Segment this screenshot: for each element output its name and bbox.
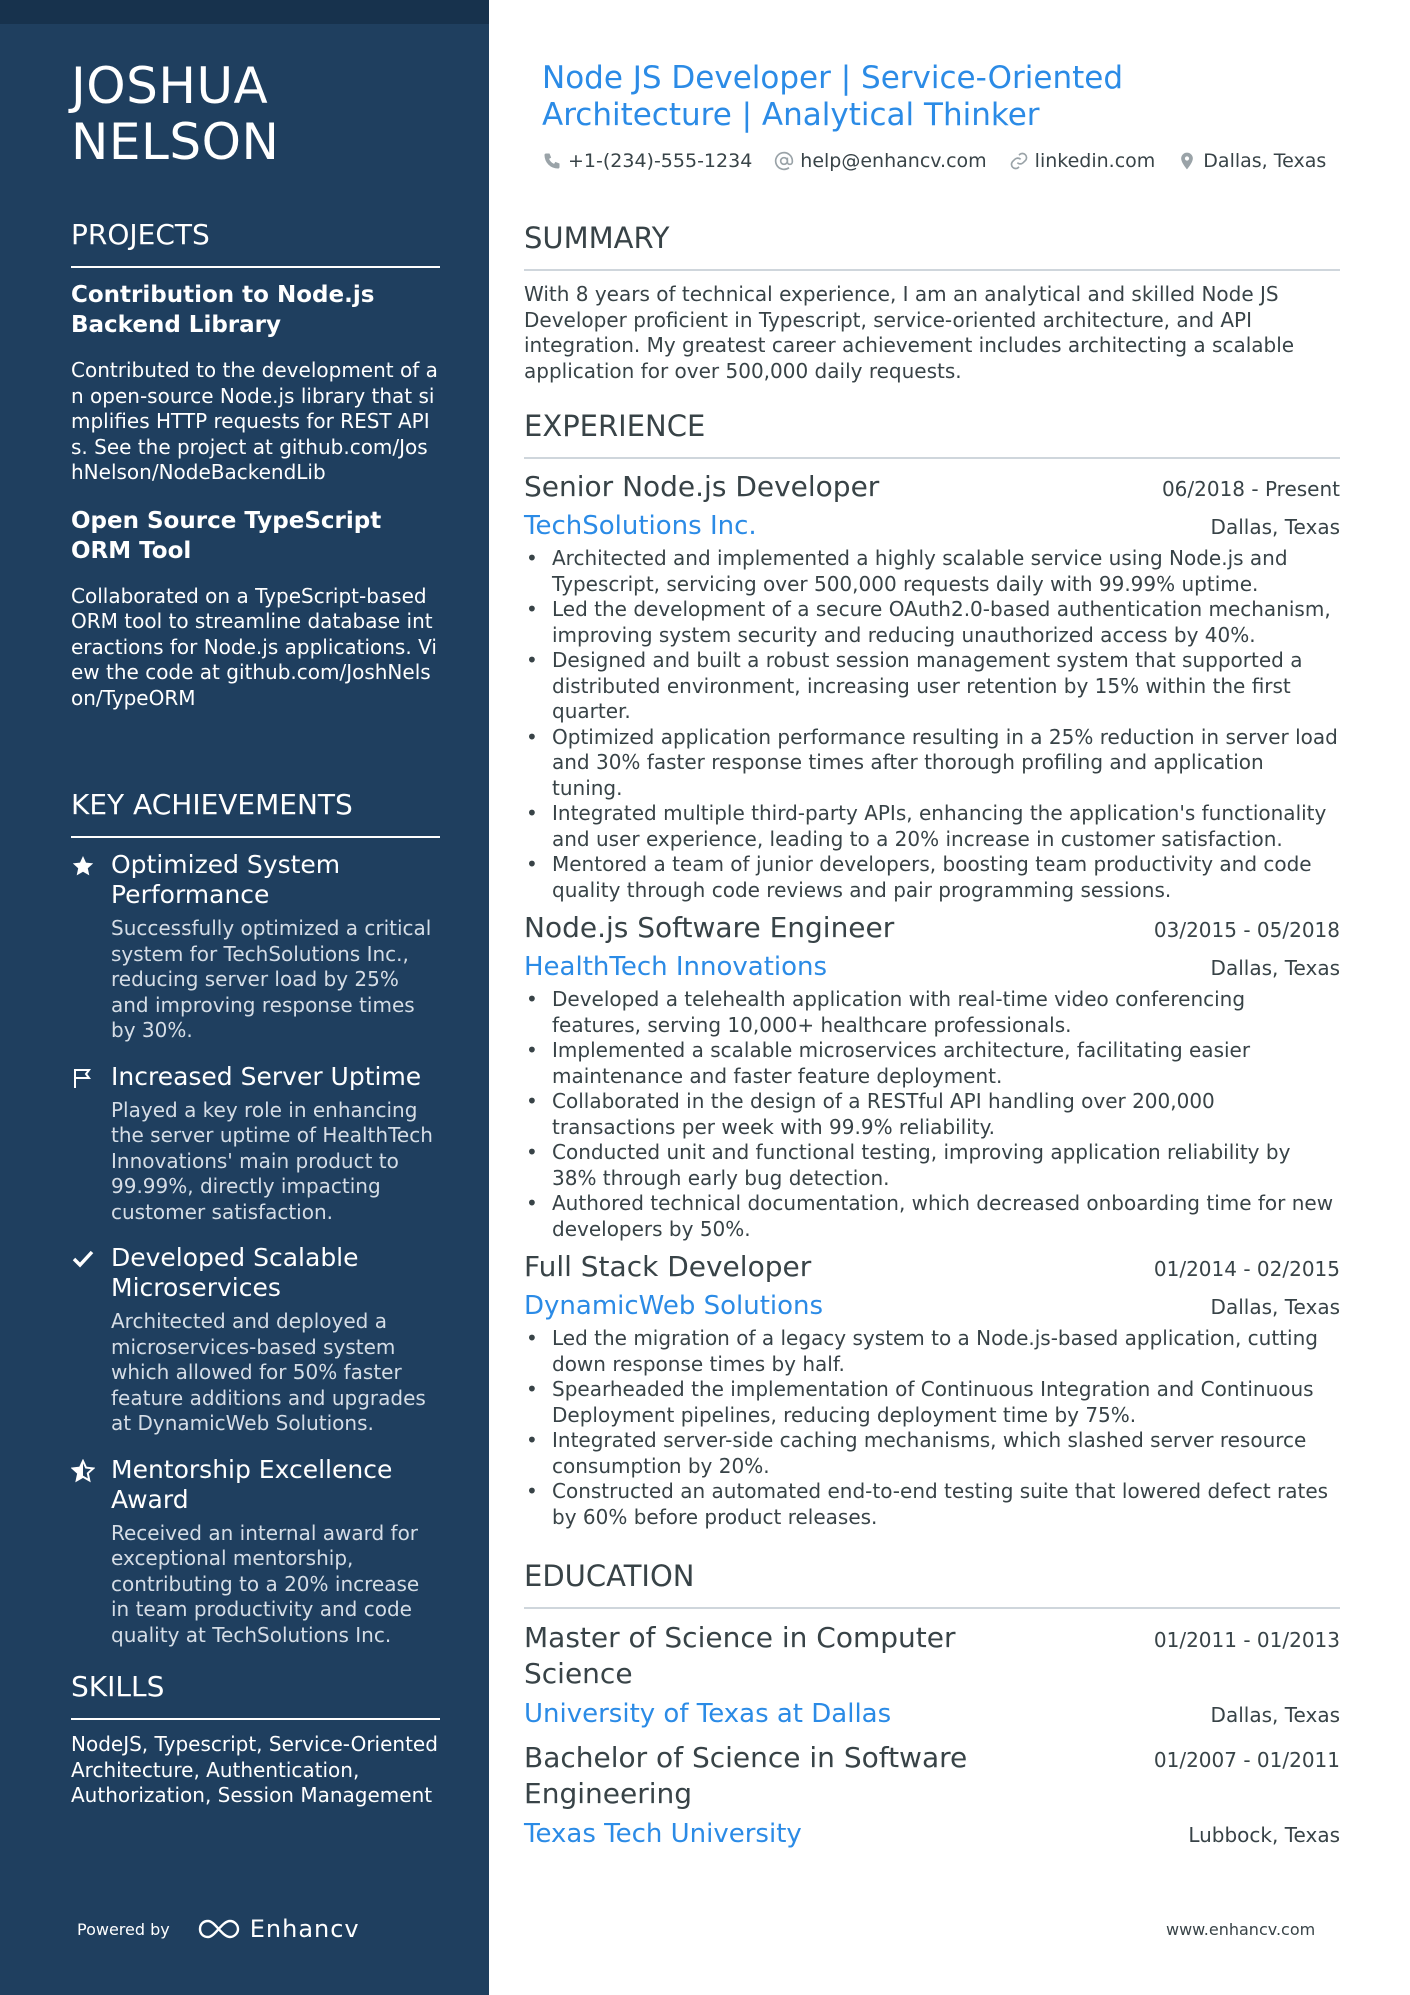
achievement-title: Optimized System Performance xyxy=(111,850,341,909)
bullet: • Led the migration of a legacy system to a Node.js-based application, cutting down response times by half. xyxy=(552,1326,1340,1377)
job-location: Dallas, Texas xyxy=(1210,1295,1340,1319)
link-icon xyxy=(1009,151,1029,171)
achievements-section xyxy=(71,788,440,1666)
job-bullets xyxy=(524,546,1340,903)
projects-section xyxy=(71,218,440,731)
summary-heading: SUMMARY xyxy=(524,220,1340,271)
job-title: Full Stack Developer xyxy=(524,1250,812,1283)
location-pin-icon xyxy=(1177,151,1197,171)
project-description: Contributed to the development of an open-source Node.js library that simplifies HTTP requests for REST APIs. See the project at github.com/JoshNelson/NodeBackendLib xyxy=(71,358,438,484)
name-last: NELSON xyxy=(71,113,280,171)
project-title: Open Source TypeScript ORM Tool xyxy=(71,507,382,564)
at-icon xyxy=(774,151,794,171)
job-title: Senior Node.js Developer xyxy=(524,470,880,503)
infinity-icon xyxy=(196,1917,242,1941)
education-location: Lubbock, Texas xyxy=(1188,1823,1340,1847)
school-name: University of Texas at Dallas xyxy=(524,1699,892,1729)
bullet: • Authored technical documentation, which decreased onboarding time for new developers by 50%. xyxy=(552,1191,1340,1242)
education-dates: 01/2011 - 01/2013 xyxy=(1153,1628,1340,1652)
education-entry xyxy=(524,1740,1340,1850)
location-text: Dallas, Texas xyxy=(1203,150,1327,172)
bullet: • Optimized application performance resulting in a 25% reduction in server load and 30% faster response times after thorough profiling and application tuning. xyxy=(552,725,1340,802)
degree: Master of Science in Computer Science xyxy=(524,1621,956,1690)
achievement-item xyxy=(71,1243,440,1437)
contact-location xyxy=(1177,150,1326,172)
enhancv-logo[interactable] xyxy=(196,1915,360,1943)
candidate-name xyxy=(71,58,451,170)
bullet: • Constructed an automated end-to-end testing suite that lowered defect rates by 60% before product releases. xyxy=(552,1479,1340,1530)
degree: Bachelor of Science in Software Engineering xyxy=(524,1741,968,1810)
experience-section xyxy=(524,408,1340,1538)
education-heading: EDUCATION xyxy=(524,1558,1340,1609)
brand-name: Enhancv xyxy=(249,1915,360,1943)
summary-section xyxy=(524,220,1340,384)
job-dates: 06/2018 - Present xyxy=(1161,477,1340,501)
powered-by-label: Powered by xyxy=(77,1919,170,1939)
project-item xyxy=(71,280,440,486)
bullet: • Integrated server-side caching mechanisms, which slashed server resource consumption by 20%. xyxy=(552,1428,1340,1479)
job-bullets xyxy=(524,1326,1340,1530)
achievement-title: Increased Server Uptime xyxy=(111,1061,422,1091)
education-location: Dallas, Texas xyxy=(1210,1703,1340,1727)
bullet: • Mentored a team of junior developers, boosting team productivity and code quality through code reviews and pair programming sessions. xyxy=(552,852,1340,903)
project-description: Collaborated on a TypeScript-based ORM tool to streamline database interactions for Node.js applications. View the code at github.com/JoshNelson/TypeORM xyxy=(71,583,437,710)
experience-heading: EXPERIENCE xyxy=(524,408,1340,459)
phone-text: +1-(234)-555-1234 xyxy=(568,150,753,172)
check-icon xyxy=(71,1247,95,1271)
skills-list: NodeJS, Typescript, Service-Oriented Architecture, Authentication, Authorization, Session Management xyxy=(71,1732,438,1807)
job-dates: 03/2015 - 05/2018 xyxy=(1153,918,1340,942)
education-dates: 01/2007 - 01/2011 xyxy=(1153,1748,1340,1772)
achievement-item xyxy=(71,850,440,1044)
skills-heading: SKILLS xyxy=(71,1670,440,1720)
contact-phone[interactable] xyxy=(542,150,752,172)
bullet: • Developed a telehealth application with real-time video conferencing features, serving 10,000+ healthcare professionals. xyxy=(552,987,1340,1038)
achievement-title: Developed Scalable Microservices xyxy=(111,1243,359,1302)
projects-heading: PROJECTS xyxy=(71,218,440,268)
bullet: • Spearheaded the implementation of Continuous Integration and Continuous Deployment pipelines, reducing deployment time by 75%. xyxy=(552,1377,1340,1428)
contact-linkedin[interactable] xyxy=(1009,150,1156,172)
phone-icon xyxy=(542,151,562,171)
bullet: • Conducted unit and functional testing, improving application reliability by 38% through early bug detection. xyxy=(552,1140,1340,1191)
sidebar-top-band xyxy=(0,0,489,24)
flag-icon xyxy=(71,1066,95,1090)
job-dates: 01/2014 - 02/2015 xyxy=(1153,1257,1340,1281)
job-entry xyxy=(524,1250,1340,1530)
achievement-item xyxy=(71,1455,440,1649)
bullet: • Architected and implemented a highly scalable service using Node.js and Typescript, servicing over 500,000 requests daily with 99.99% uptime. xyxy=(552,546,1340,597)
headline: Node JS Developer | Service-Oriented Architecture | Analytical Thinker xyxy=(542,60,1124,133)
achievements-heading: KEY ACHIEVEMENTS xyxy=(71,788,440,838)
achievement-description: Played a key role in enhancing the server uptime of HealthTech Innovations' main product to 99.99%, directly impacting customer satisfaction. xyxy=(111,1097,433,1224)
education-section xyxy=(524,1558,1340,1860)
bullet: • Implemented a scalable microservices architecture, facilitating easier maintenance and faster feature deployment. xyxy=(552,1038,1340,1089)
achievement-title: Mentorship Excellence Award xyxy=(111,1454,393,1514)
achievement-description: Received an internal award for exceptional mentorship, contributing to a 20% increase in team productivity and code quality at TechSolutions Inc. xyxy=(111,1520,420,1647)
summary-text: With 8 years of technical experience, I am an analytical and skilled Node JS Developer proficient in Typescript, service-oriented architecture, and API integration. My greatest career achievement includes architecting a scalable application for over 500,000 daily requests. xyxy=(524,282,1295,383)
bullet: • Designed and built a robust session management system that supported a distributed environment, increasing user retention by 15% within the first quarter. xyxy=(552,648,1340,725)
company-name: TechSolutions Inc. xyxy=(524,511,757,541)
job-location: Dallas, Texas xyxy=(1210,515,1340,539)
bullet: • Collaborated in the design of a RESTful API handling over 200,000 transactions per week with 99.9% reliability. xyxy=(552,1089,1340,1140)
bullet: • Led the development of a secure OAuth2.0-based authentication mechanism, improving system security and reducing unauthorized access by 40%. xyxy=(552,597,1340,648)
achievement-description: Architected and deployed a microservices-based system which allowed for 50% faster feature additions and upgrades at DynamicWeb Solutions. xyxy=(111,1309,426,1435)
job-entry xyxy=(524,911,1340,1242)
footer-url[interactable]: www.enhancv.com xyxy=(1166,1920,1316,1939)
job-title: Node.js Software Engineer xyxy=(524,911,895,944)
contact-bar xyxy=(542,150,1348,172)
job-location: Dallas, Texas xyxy=(1210,956,1340,980)
name-first: JOSHUA xyxy=(71,57,269,115)
email-text: help@enhancv.com xyxy=(800,150,987,172)
bullet: • Integrated multiple third-party APIs, enhancing the application's functionality and user experience, leading to a 20% increase in customer satisfaction. xyxy=(552,801,1340,852)
achievement-item xyxy=(71,1062,440,1226)
school-name: Texas Tech University xyxy=(524,1819,802,1849)
powered-by xyxy=(77,1915,360,1943)
job-entry xyxy=(524,470,1340,903)
star-half-icon xyxy=(71,1459,95,1483)
education-entry xyxy=(524,1620,1340,1730)
linkedin-text: linkedin.com xyxy=(1034,150,1156,172)
sidebar xyxy=(0,0,489,1995)
project-item xyxy=(71,506,440,712)
star-icon xyxy=(71,854,95,878)
project-title: Contribution to Node.js Backend Library xyxy=(71,282,375,338)
company-name: HealthTech Innovations xyxy=(524,952,828,982)
skills-section xyxy=(71,1670,440,1809)
achievement-description: Successfully optimized a critical system for TechSolutions Inc., reducing server load by 25% and improving response times by 30%. xyxy=(111,916,432,1042)
company-name: DynamicWeb Solutions xyxy=(524,1291,824,1321)
job-bullets xyxy=(524,987,1340,1242)
contact-email[interactable] xyxy=(774,150,986,172)
